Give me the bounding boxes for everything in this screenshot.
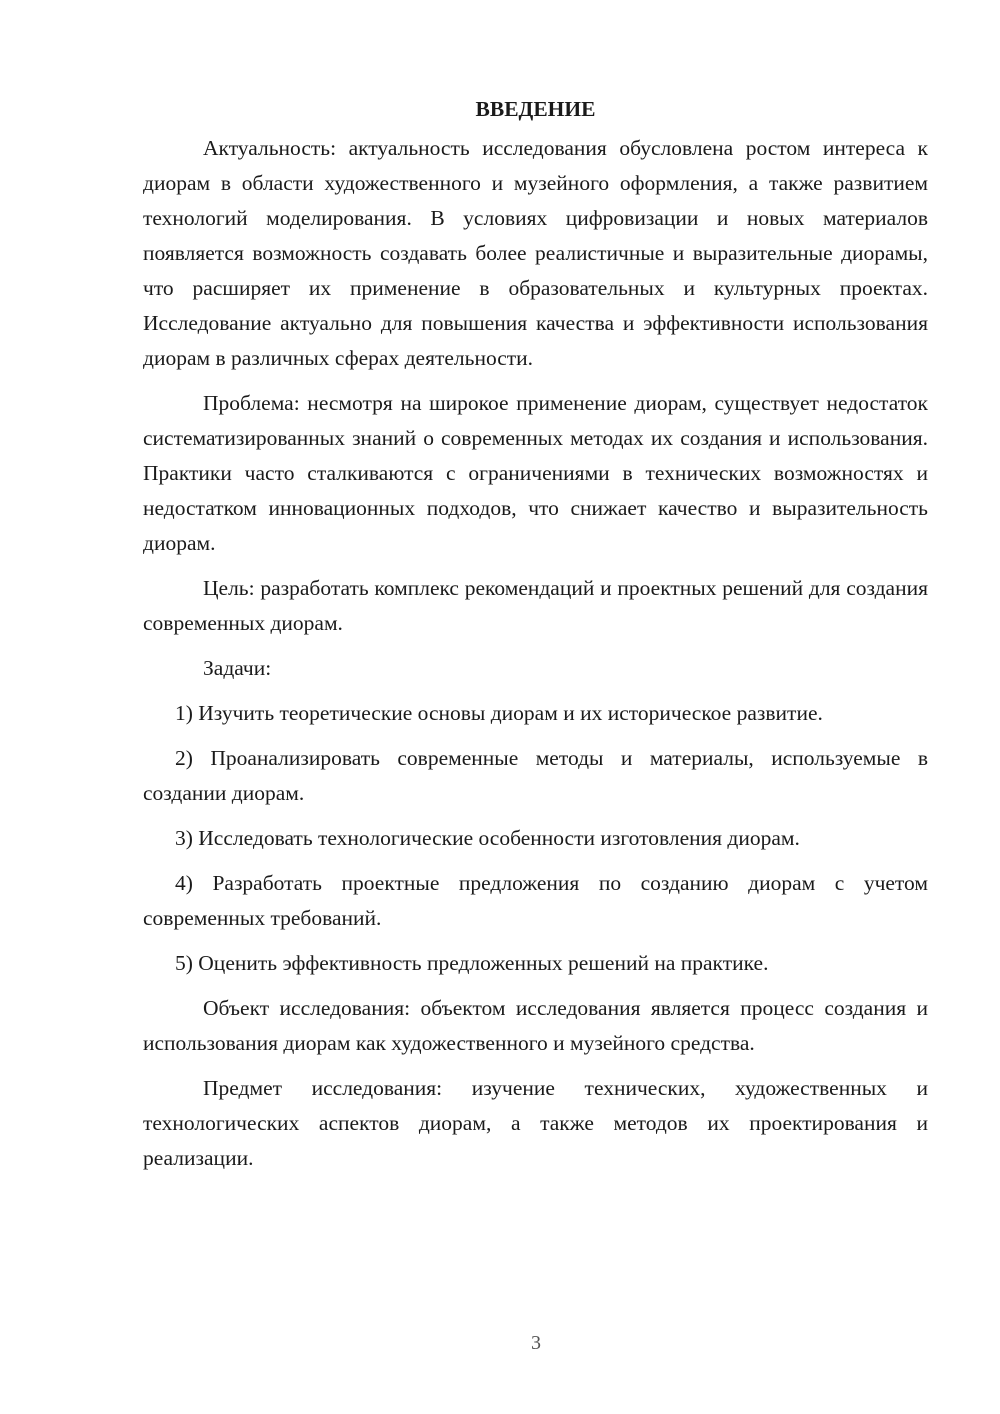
page-number: 3 bbox=[531, 1332, 541, 1354]
tasks-heading: Задачи: bbox=[203, 656, 272, 680]
task-item-4: 4) Разработать проектные предложения по созданию диорам с учетом современных требований. bbox=[143, 871, 928, 930]
paragraph-relevance: Актуальность: актуальность исследования обусловлена ростом интереса к диорам в области художественного и музейного оформления, а также развитием технологий моделирования. В условиях цифровизации и новых материалов появляется возможность создавать более реалистичные и выразительные диорамы, что расширяет их применение в образовательных и культурных проектах. Исследование актуально для повышения качества и эффективности использования диорам в различных сферах деятельности. bbox=[143, 136, 928, 370]
task-item-2: 2) Проанализировать современные методы и материалы, используемые в создании диорам. bbox=[143, 746, 928, 805]
section-title: ВВЕДЕНИЕ bbox=[475, 97, 596, 121]
paragraph-subject: Предмет исследования: изучение технических, художественных и технологических аспектов диорам, а также методов их проектирования и реализации. bbox=[143, 1076, 928, 1170]
task-item-5: 5) Оценить эффективность предложенных решений на практике. bbox=[175, 951, 769, 975]
paragraph-goal: Цель: разработать комплекс рекомендаций и проектных решений для создания современных диорам. bbox=[143, 576, 928, 635]
document-page bbox=[143, 92, 928, 1186]
task-item-1: 1) Изучить теоретические основы диорам и их историческое развитие. bbox=[175, 701, 823, 725]
paragraph-problem: Проблема: несмотря на широкое применение диорам, существует недостаток систематизированных знаний о современных методах их создания и использования. Практики часто сталкиваются с ограничениями в технических возможностях и недостатком инновационных подходов, что снижает качество и выразительность диорам. bbox=[143, 391, 928, 555]
task-item-3: 3) Исследовать технологические особенности изготовления диорам. bbox=[175, 826, 800, 850]
paragraph-object: Объект исследования: объектом исследования является процесс создания и использования диорам как художественного и музейного средства. bbox=[143, 996, 928, 1055]
